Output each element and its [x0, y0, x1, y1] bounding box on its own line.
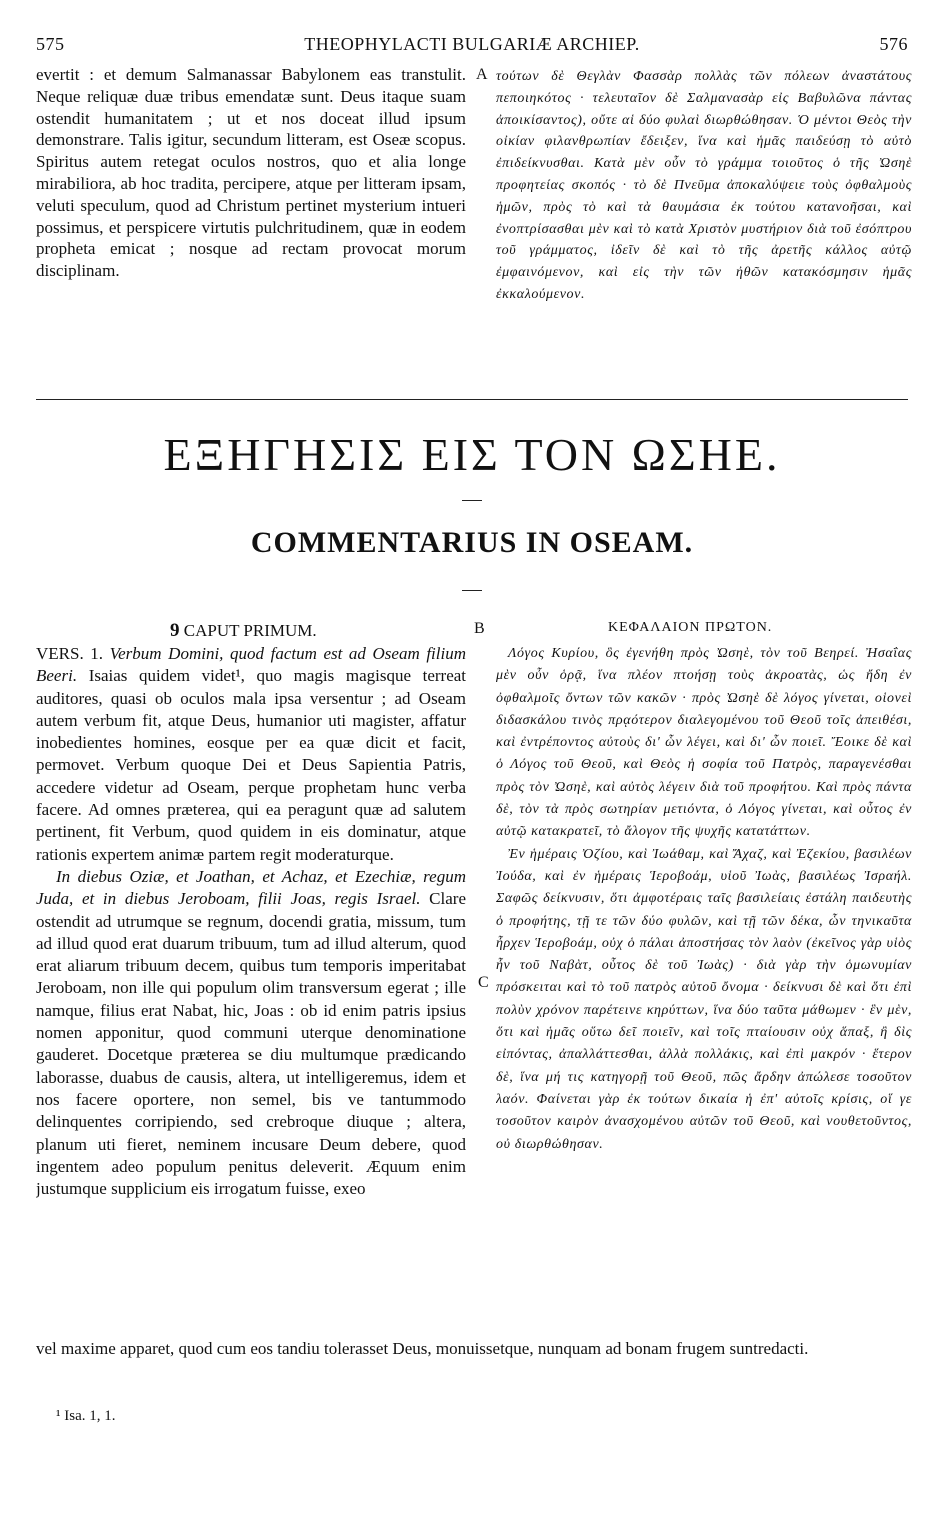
latin-chapter-heading	[170, 620, 317, 642]
greek-chapter-heading: ΚΕΦΑΛΑΙΟΝ ΠΡΩΤΟΝ.	[608, 620, 773, 635]
column-number: 9	[170, 620, 180, 641]
title-dash-1	[462, 500, 482, 501]
latin-verse-2	[36, 866, 466, 1200]
main-greek-column	[496, 643, 912, 1335]
greek-title: ΕΞΗΓΗΣΙΣ ΕΙΣ ΤΟΝ ΩΣΗΕ.	[163, 429, 781, 480]
top-greek-text: τούτων δὲ Θεγλὰν Φασσὰρ πολλὰς τῶν πόλεων ἀναστάτους πεποιηκότος · τελευταῖον δὲ Σαλμανασὰρ εἰς Βαβυλῶνα πάντας ἀποικίσαντος), οὔτε αἱ δύο φυλαὶ διωρθώθησαν. Ὁ μέντοι Θεὸς τὴν οἰκίαν φιλανθρωπίαν ἔδειξεν, ἵνα καὶ ἡμᾶς παιδεύσῃ τὸ αὐτὸ ἐπιδείκνυσθαι. Κατὰ μὲν οὖν τὸ γράμμα τοιοῦτος ὁ τῆς Ὠσηὲ προφητείας σκοπός · τὸ δὲ Πνεῦμα ἀποκαλύψειε τοὺς ὀφθαλμοὺς ἡμῶν, πρὸς τὸ καὶ τὰ θαυμάσια ἐκ τούτου κατανοῆσαι, καὶ ἐνοπτρίσασθαι μὲν καὶ τὸ κατὰ Χριστὸν μυστήριον διὰ τοῦ ἐσόπτρου τοῦ γράμματος, ἰδεῖν δὲ καὶ τὸ τῆς ἀρετῆς κάλλος αὐτῷ ἐμφαινόμενον, καὶ εἰς τὴν τῶν ἠθῶν κατακόσμησιν ἡμᾶς ἐκκαλούμενον.	[496, 69, 912, 302]
verse-commentary-2: Clare ostendit ad utrumque se regnum, docendi gratia, missum, tum ad illud quod erat duarum tribuum, tum ad illud alterum, quod erat aliarum tribuum decem, quibus tum temporis imperitabat Jeroboam, non ille qui populum olim transversum egerat ; ille namque, filius erat Nabat, hic, Joas : ob id enim patris ipsius nomen apponitur, quod communi uterque denominatione gauderet. Docetque præterea se diu multumque prædicando laborasse, duabus de causis, altera, ut intelligeremus, idem et nos facere oportere, non semel, bis ve tantummodo delinquentes corripiendo, sed crebroque diuque ; altera, planum uti fieret, neminem incusare Deum debere, quod ingentem adeo populum penitus deleverit. Æquum enim justumque supplicium eis irrogatum fuisse, exeo	[36, 889, 466, 1199]
main-latin-column	[36, 643, 466, 1335]
page-number-right: 576	[879, 34, 908, 54]
verse-number: VERS. 1.	[36, 644, 104, 663]
top-latin-text: evertit : et demum Salmanassar Babylonem eas transtulit. Neque reliquæ duæ tribus emendatæ sunt. Deus itaque suam ostendit humanitatem ; ut et nos doceat illud ipsum demonstrare. Talis igitur, secundum litteram, est Oseæ scopus. Spiritus autem retegat oculos nostros, quo et alia longe mirabiliora, ab hoc tradita, percipere, atque per litteram ipsam, veluti speculum, quod ad Christum pertinet mysterium intueri possimus, et perspicere virtutis pulchritudinem, quæ in eodem propheta emicat ; nosque ad rectam provocat morum disciplinam.	[36, 65, 466, 281]
margin-letter-b: B	[474, 620, 485, 637]
verse-commentary: Isaias quidem videt¹, quo magis magisque terreat auditores, quasi ob oculos mala ipsa versentur ; ad Oseam autem verbum fit, atque Deus, humanior uti magister, affatur inobedientes homines, eosque per ea quæ dicit et facit, permovet. Verbum quoque Dei et Deus Sapientia Patris, accedere videtur ad Oseam, perque prophetam hunc verba facere. Ad omnes præterea, qui ea peragunt quæ ad salutem pertinent, fit Verbum, quod quidem in eis dominatur, atque rationis expertem animæ partem regit moderaturque.	[36, 666, 466, 864]
latin-chapter-label: CAPUT PRIMUM.	[183, 621, 317, 640]
greek-verse-1: Λόγος Κυρίου, ὃς ἐγενήθη πρὸς Ὠσηὲ, τὸν τοῦ Βεηρεί. Ἠσαΐας μὲν οὖν ὁρᾷ, ἵνα πλέον πτοήσῃ τοὺς ἀκροατὰς, ὡς ἤδη ἐν ὀφθαλμοῖς ὄντων τῶν κακῶν · πρὸς Ὠσηὲ δὲ λόγος γίνεται, οἱονεὶ διδασκάλου τινὸς πρᾳότερον διαλεγομένου τοῦ Θεοῦ τοῖς ἀπειθέσι, καὶ ἐντρέποντος αὐτοὺς δι' ὧν λέγει, καὶ δι' ὧν ποιεῖ. Ἔοικε δὲ καὶ ὁ Λόγος τοῦ Θεοῦ, καὶ Θεὸς ἡ σοφία τοῦ Πατρὸς, παραγενέσθαι πρὸς τὸν Ὠσηὲ, καὶ αὐτὸς λέγειν διὰ τοῦ προφήτου. Καὶ πρὸς πάντα δὲ, τὸν τὰ πρὸς σωτηρίαν μετιόντα, ὁ Λόγος γίνεται, καὶ οὗτος ἐν αὐτῷ κατακρατεῖ, τὸ ἄλογον τῆς ψυχῆς κατατάττων.	[496, 646, 912, 840]
page-number-left: 575	[36, 34, 65, 54]
latin-verse-1	[36, 643, 466, 866]
running-title: THEOPHYLACTI BULGARIÆ ARCHIEP.	[304, 34, 640, 54]
verse-lemma-2: In diebus Oziæ, et Joathan, et Achaz, et Ezechiæ, regum Juda, et in diebus Jeroboam, filii Joas, regis Israel.	[36, 866, 466, 909]
latin-title: COMMENTARIUS IN OSEAM.	[250, 526, 694, 559]
latin-tail: vel maxime apparet, quod cum eos tandiu tolerasset Deus, monuissetque, nunquam ad bonam frugem suntredacti.	[36, 1339, 809, 1358]
running-header	[36, 34, 908, 58]
greek-verse-2: Ἐν ἡμέραις Ὀζίου, καὶ Ἰωάθαμ, καὶ Ἄχαζ, καὶ Ἐζεκίου, βασιλέων Ἰούδα, καὶ ἐν ἡμέραις Ἱεροβοάμ, υἱοῦ Ἰωὰς, βασιλέως Ἰσραήλ. Σαφῶς δείκνυσιν, ὅτι ἀμφοτέραις ταῖς βασιλείαις ἐστάλη παιδευτὴς ὁ προφήτης, τῇ τε τῶν δύο φυλῶν, καὶ τῇ τῶν δέκα, ὧν τηνικαῦτα ἦρχεν Ἱεροβοάμ, οὐχ ὁ πάλαι ἀποστήσας τὸν λαὸν (ἐκεῖνος γὰρ υἱὸς ἦν τοῦ Ναβὰτ, οὗτος δὲ τοῦ Ἰωὰς) · διὰ γὰρ τὴν ὁμωνυμίαν πρόσκειται καὶ τὸ τοῦ πατρὸς αὐτοῦ ὄνομα · δείκνυσι δὲ καὶ ὅτι ἐπὶ πολὺν χρόνον παρέτεινε κηρύττων, ἵνα δύο ταῦτα μάθωμεν · ἓν μὲν, ὅτι καὶ ἡμᾶς οὕτω δεῖ ποιεῖν, καὶ τοῖς πταίουσιν οὐχ ἅπαξ, ἢ δὶς εἰπόντας, ἀπαλλάττεσθαι, ἀλλὰ πολλάκις, καὶ ἐπὶ μακρόν · ἕτερον δὲ, ἵνα μή τις κατηγορῇ τοῦ Θεοῦ, πῶς ἄρδην ἀπώλεσε τοσοῦτον λαόν. Φαίνεται γὰρ ἐκ τούτων δικαία ἡ ἐπ' αὐτοῖς κρίσις, οἵ γε τοσοῦτον καιρὸν ἀνασχομένου αὐτῶν τοῦ Θεοῦ, καὶ νουθετοῦντος, οὐ διωρθώθησαν.	[496, 846, 912, 1152]
title-dash-2	[462, 590, 482, 591]
footnote: ¹ Isa. 1, 1.	[56, 1408, 116, 1424]
section-divider	[36, 399, 908, 400]
top-latin-column	[36, 64, 466, 324]
margin-letter-a: A	[476, 66, 488, 83]
verse-lemma: Verbum Domini, quod factum est ad Oseam filium Beeri.	[36, 644, 466, 686]
margin-letter-c: C	[478, 974, 489, 991]
top-greek-column	[496, 66, 912, 376]
